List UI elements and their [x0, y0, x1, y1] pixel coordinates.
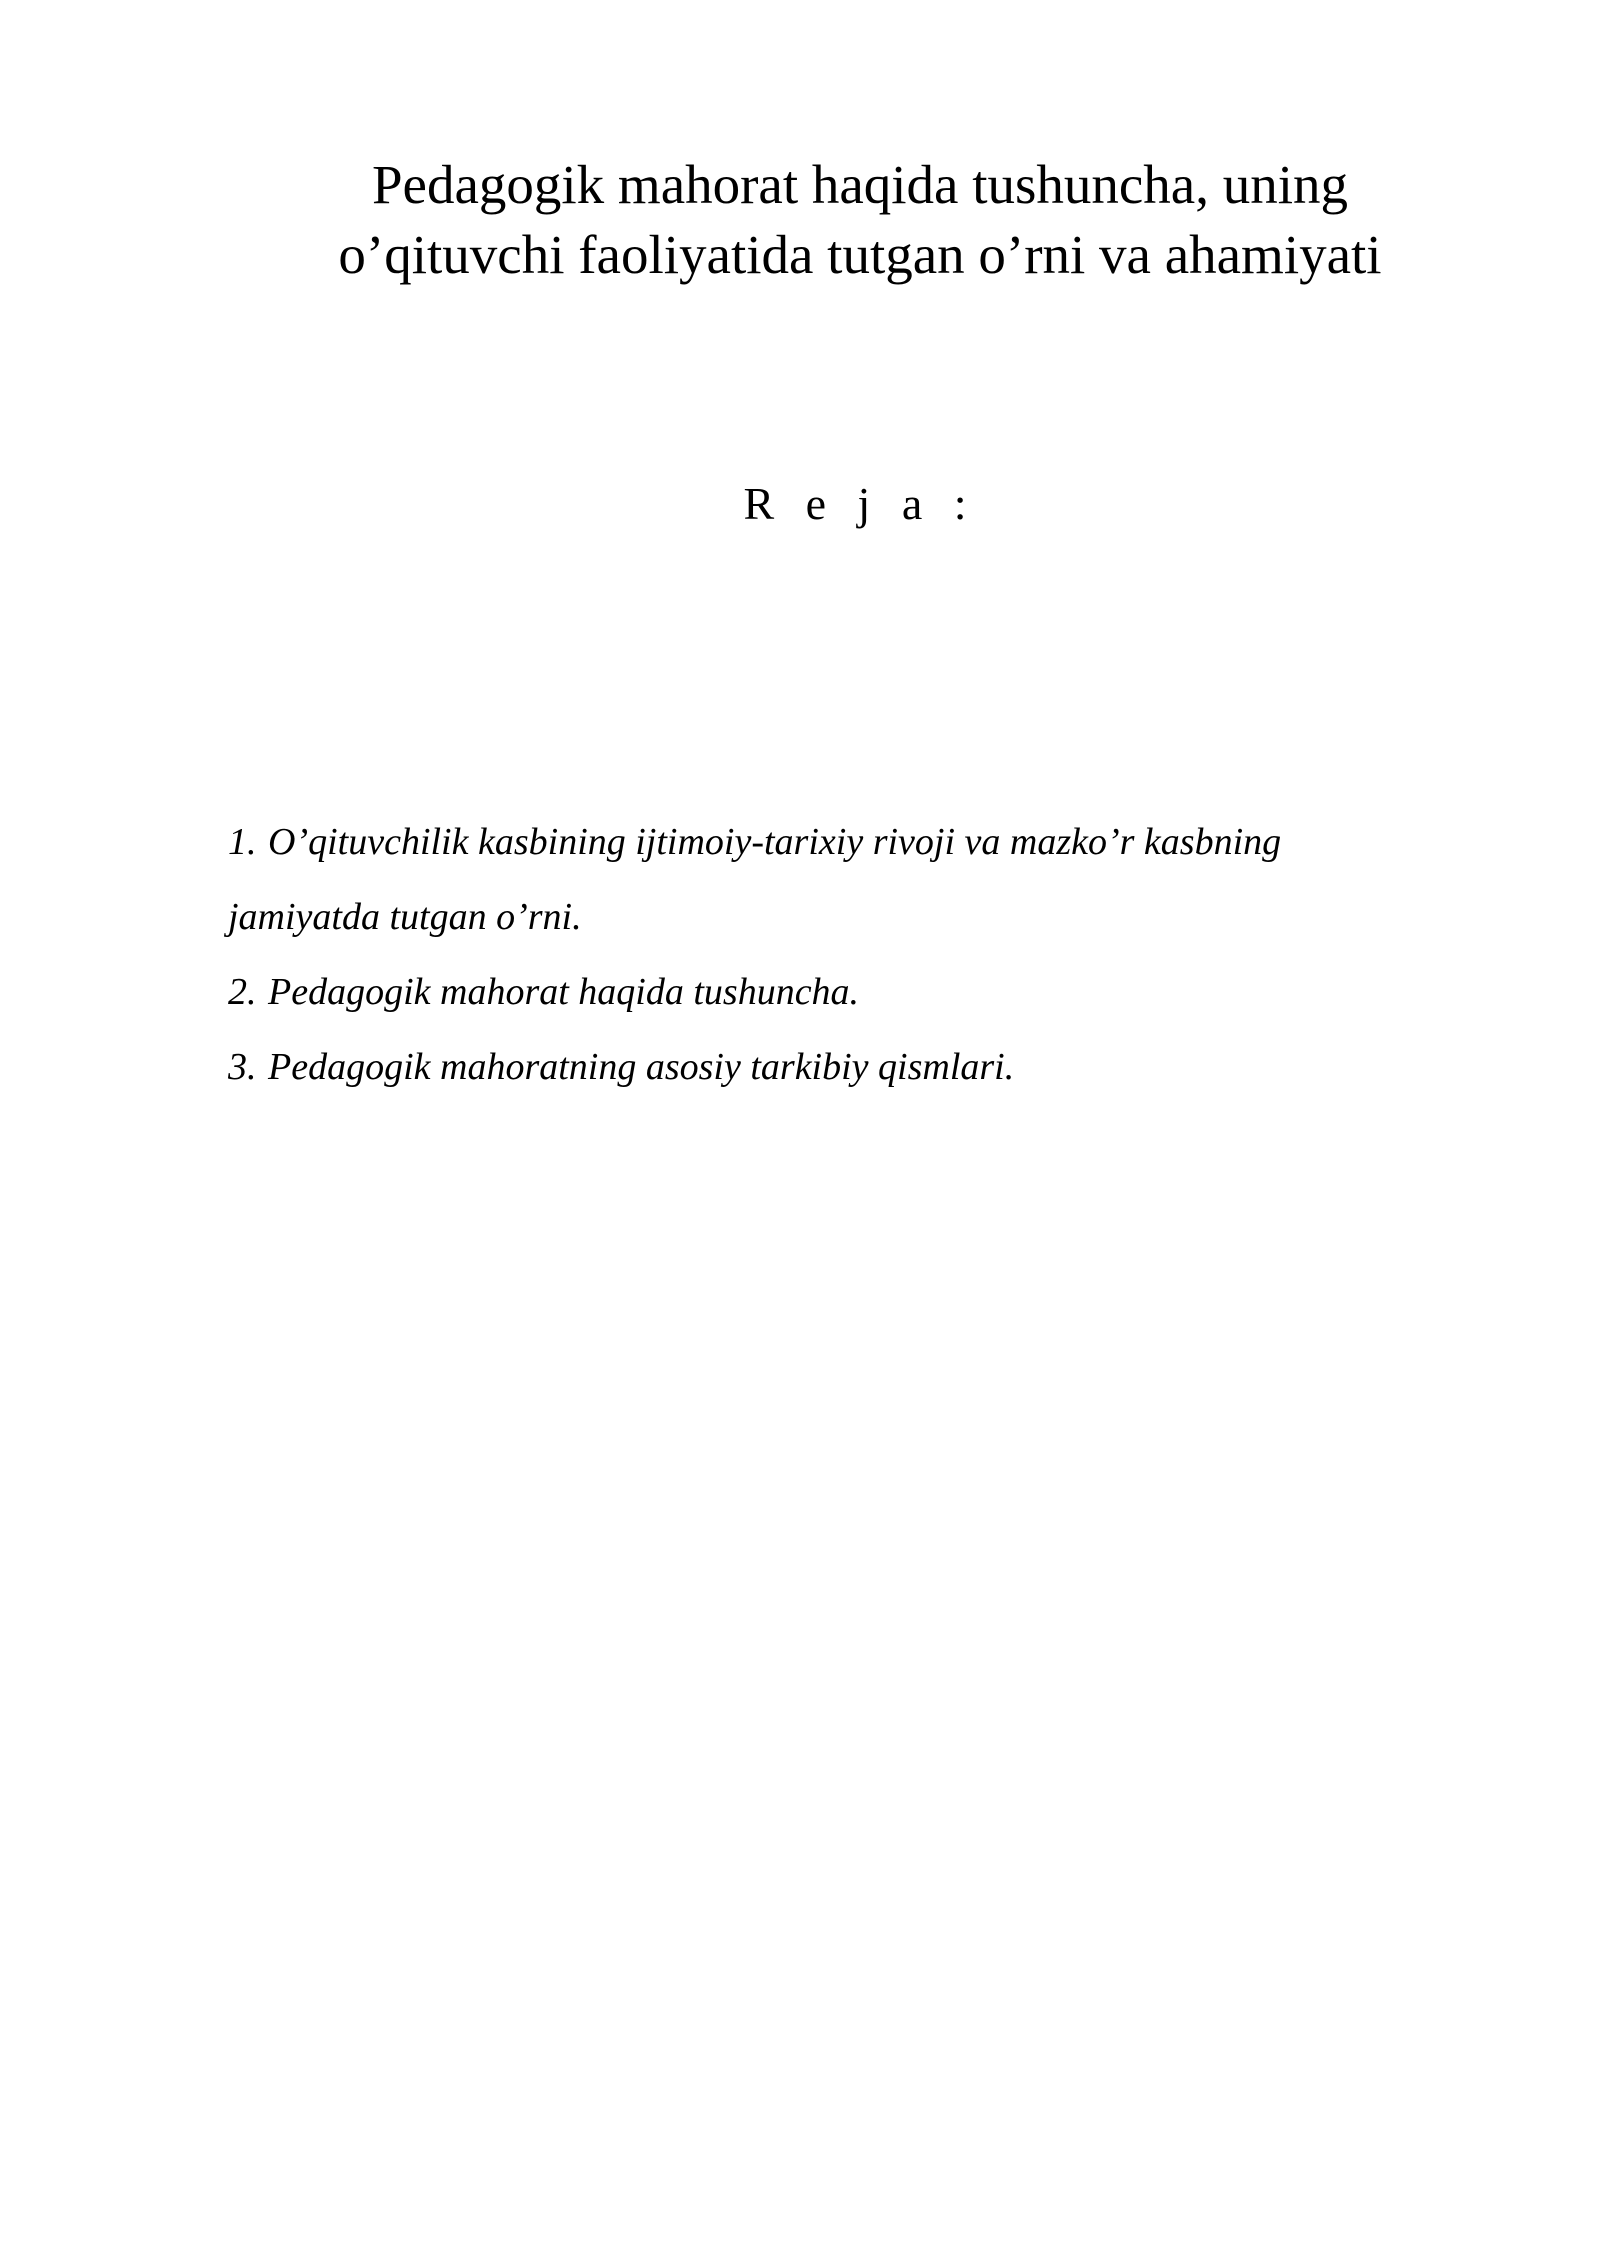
- title-line-2: o’qituvchi faoliyatida tutgan o’rni va ahamiyati: [338, 224, 1382, 285]
- plan-item-text: Pedagogik mahorat haqida tushuncha.: [268, 971, 860, 1013]
- plan-item-1-continuation: [228, 880, 1428, 955]
- plan-heading: R e j a :: [743, 478, 977, 529]
- plan-list: [228, 805, 1428, 1105]
- plan-item-number: 2.: [228, 971, 257, 1013]
- plan-item-1: [228, 805, 1428, 880]
- document-title: [230, 150, 1490, 290]
- plan-item-2: [228, 955, 1428, 1030]
- plan-item-text: Pedagogik mahoratning asosiy tarkibiy qismlari.: [268, 1046, 1015, 1088]
- plan-item-text: O’qituvchilik kasbining ijtimoiy-tarixiy rivoji va mazko’r kasbning: [268, 821, 1282, 863]
- plan-item-text: jamiyatda tutgan o’rni.: [228, 896, 582, 938]
- plan-item-number: 3.: [228, 1046, 257, 1088]
- plan-item-number: 1.: [228, 821, 257, 863]
- title-line-1: Pedagogik mahorat haqida tushuncha, uning: [371, 154, 1349, 215]
- plan-item-3: [228, 1030, 1428, 1105]
